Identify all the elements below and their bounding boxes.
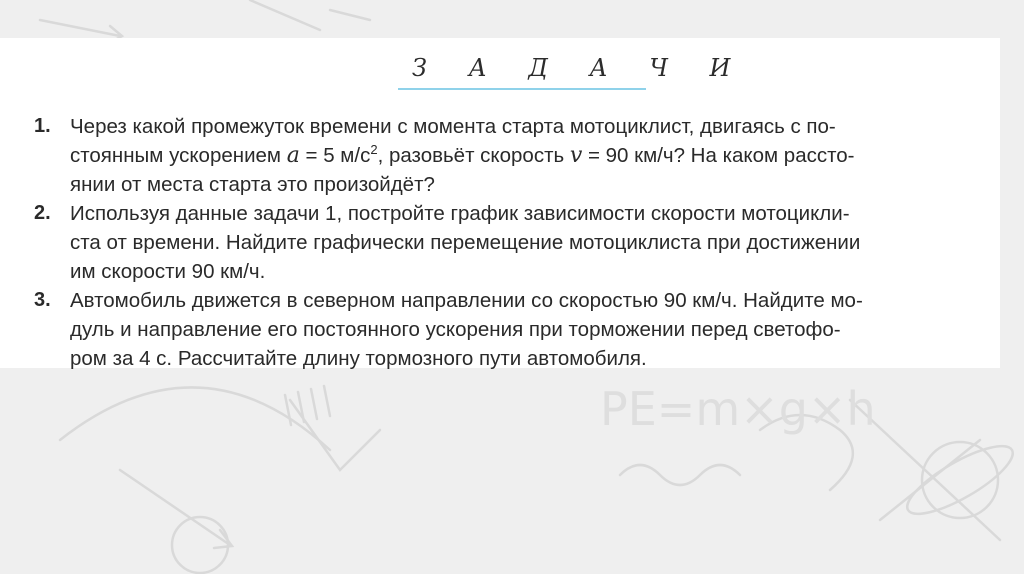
doodle-rocket-top [250, 0, 370, 30]
doodle-pendulum [290, 400, 380, 470]
watermark-formula: PE=m×g×h [600, 382, 876, 436]
task-line: Используя данные задачи 1, постройте график зависимости скорости мотоцикли- [70, 202, 850, 225]
page-title: З А Д А Ч И [412, 54, 748, 82]
task-line: ром за 4 с. Рассчитайте длину тормозного пути автомобиля. [70, 347, 647, 370]
task-line: ста от времени. Найдите графически перемещение мотоциклиста при достижении [70, 231, 861, 254]
task-number: 1. [34, 115, 51, 137]
task-list [34, 112, 1000, 373]
doodle-wave [620, 465, 740, 485]
text-segment: , разовьёт скорость [377, 144, 570, 167]
task-line: Через какой промежуток времени с момента старта мотоциклист, двигаясь с по- [70, 115, 836, 138]
variable-velocity: v [569, 143, 583, 168]
task-item [34, 112, 1000, 199]
task-item [34, 286, 1000, 373]
variable-acceleration: a [286, 143, 300, 168]
task-line: Автомобиль движется в северном направлении со скоростью 90 км/ч. Найдите мо- [70, 289, 863, 312]
task-line: им скорости 90 км/ч. [70, 260, 266, 283]
task-number: 2. [34, 202, 51, 224]
task-line: янии от места старта это произойдёт? [70, 173, 435, 196]
task-line-formula [70, 141, 1000, 170]
task-line: дуль и направление его постоянного ускорения при торможении перед светофо- [70, 318, 841, 341]
title-underline [398, 88, 646, 90]
superscript: 2 [370, 142, 378, 157]
text-segment: = 90 км/ч? На каком рассто- [582, 144, 855, 167]
doodle-arrow [120, 470, 232, 548]
task-number: 3. [34, 289, 51, 311]
doodle-atom [922, 442, 998, 518]
task-item [34, 199, 1000, 286]
text-segment: = 5 м/с [299, 144, 371, 167]
text-segment: стоянным ускорением [70, 144, 287, 167]
